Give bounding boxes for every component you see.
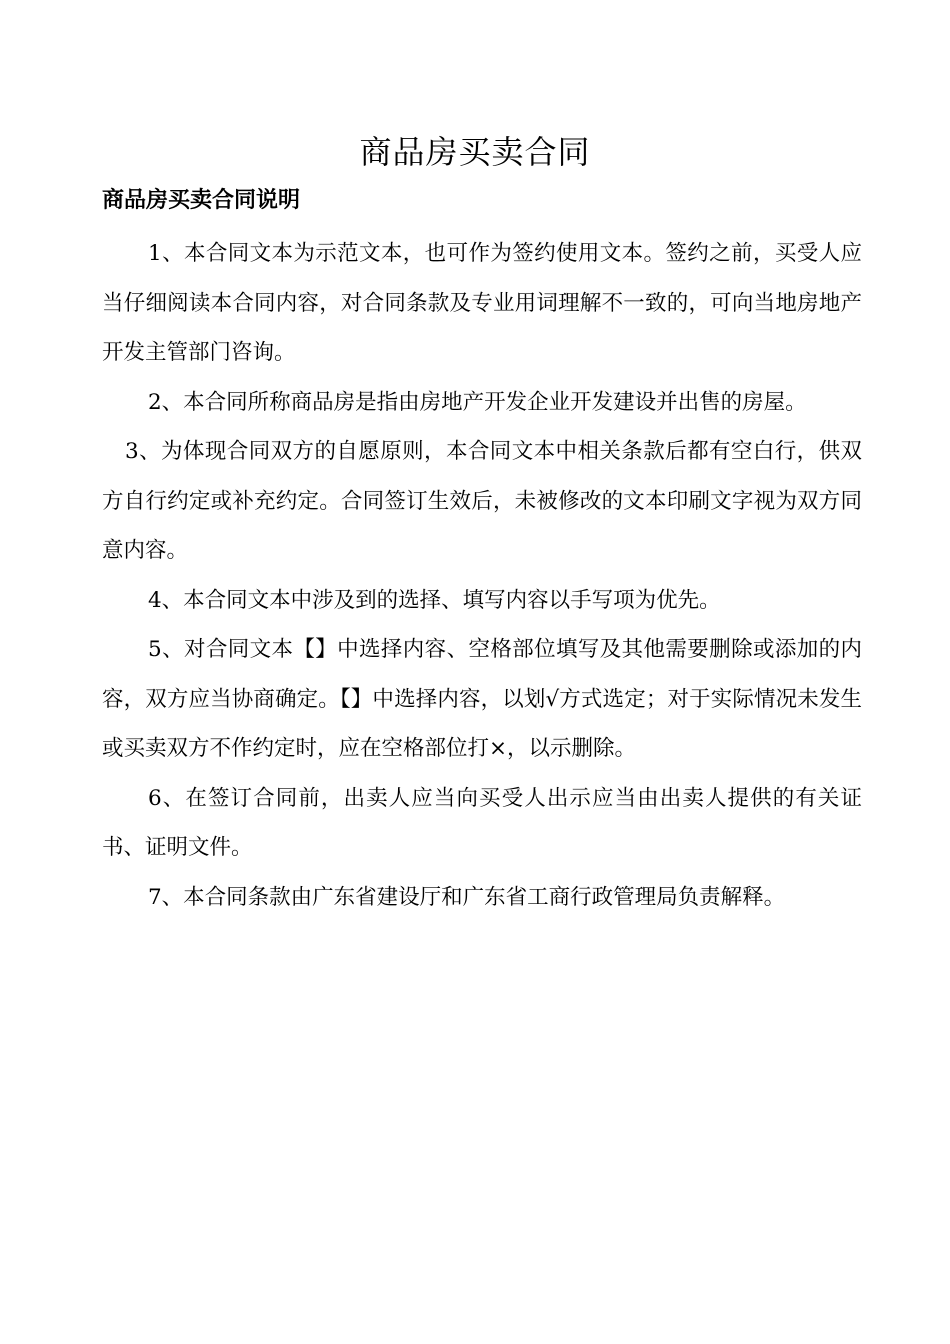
document-body bbox=[102, 229, 862, 922]
clause-paragraph-1: 1、本合同文本为示范文本，也可作为签约使用文本。签约之前，买受人应当仔细阅读本合同内容，对合同条款及专业用词理解不一致的，可向当地房地产开发主管部门咨询。 bbox=[102, 241, 862, 365]
document-title: 商品房买卖合同 bbox=[359, 133, 591, 171]
clause-paragraph-4: 4、本合同文本中涉及到的选择、填写内容以手写项为优先。 bbox=[148, 587, 721, 613]
clause-paragraph-3: 3、为体现合同双方的自愿原则，本合同文本中相关条款后都有空白行，供双方自行约定或补充约定。合同签订生效后，未被修改的文本印刷文字视为双方同意内容。 bbox=[102, 439, 862, 563]
clause-paragraph-5: 5、对合同文本【】中选择内容、空格部位填写及其他需要删除或添加的内容，双方应当协商确定。【】中选择内容，以划√方式选定；对于实际情况未发生或买卖双方不作约定时，应在空格部位打×，以示删除。 bbox=[102, 637, 862, 761]
clause-paragraph-6: 6、在签订合同前，出卖人应当向买受人出示应当由出卖人提供的有关证书、证明文件。 bbox=[102, 785, 862, 860]
clause-paragraph-7: 7、本合同条款由广东省建设厅和广东省工商行政管理局负责解释。 bbox=[148, 884, 786, 910]
section-heading: 商品房买卖合同说明 bbox=[102, 188, 301, 213]
clause-paragraph-2: 2、本合同所称商品房是指由房地产开发企业开发建设并出售的房屋。 bbox=[148, 389, 807, 415]
